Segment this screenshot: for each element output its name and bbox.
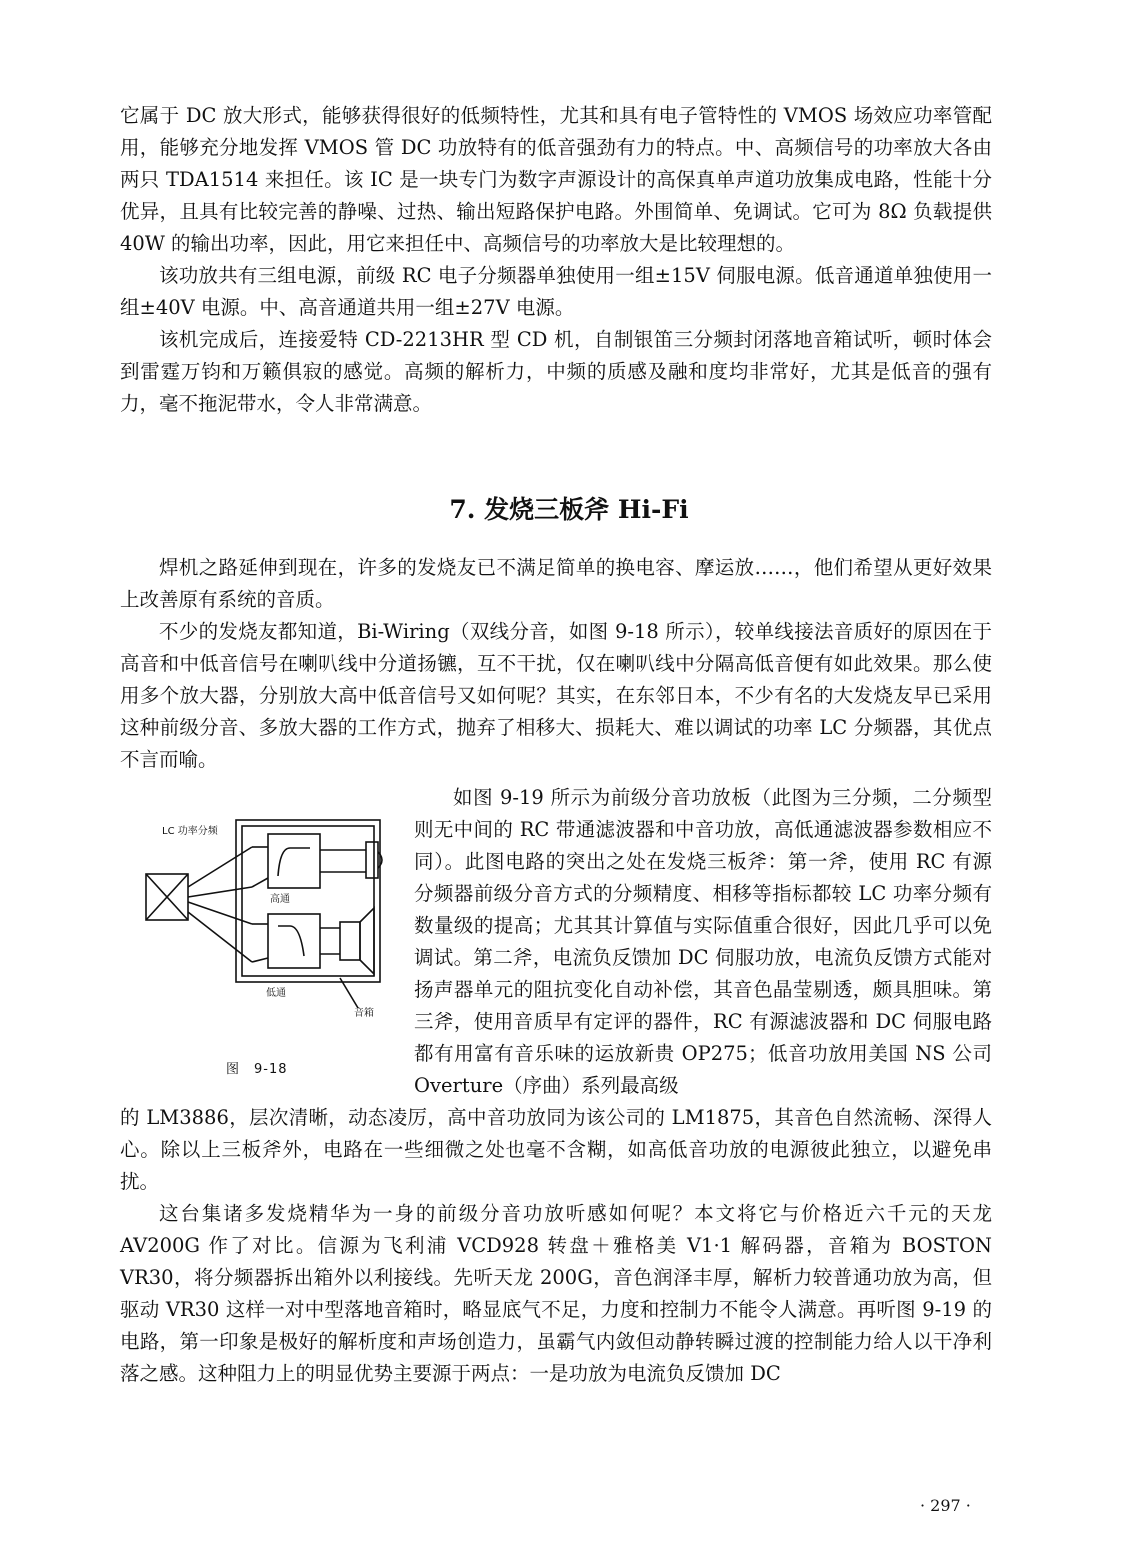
label-lc-crossover: LC 功率分频	[162, 826, 218, 837]
figure-9-18	[140, 812, 402, 1092]
page-number: · 297 ·	[920, 1496, 971, 1515]
paragraph-three-axes-continued: 的 LM3886，层次清晰，动态凌厉，高中音功放同为该公司的 LM1875，其音色自然流畅、深得人心。除以上三板斧外，电路在一些细微之处也毫不含糊，如高低音功放的电源彼此独立，以避免串扰。	[120, 1106, 992, 1193]
tweeter-icon	[366, 842, 378, 878]
low-pass-filter-box	[268, 914, 320, 968]
paragraph-three-axes: 如图 9-19 所示为前级分音功放板（此图为三分频，二分频型则无中间的 RC 带通滤波器和中音功放，高低通滤波器参数相应不同）。此图电路的突出之处在发烧三板斧：第一斧，使用 RC 有源分频器前级分音方式的分频精度、相移等指标都较 LC 功率分频有数量级的提高；尤其其计算值与实际值重合很好，因此几乎可以免调试。第二斧，电流负反馈加 DC 伺服功放，电流负反馈方式能对扬声器单元的阻抗变化自动补偿，其音色晶莹剔透，颇具胆味。第三斧，使用音质早有定评的器件，RC 有源滤波器和 DC 伺服电路都有用富有音乐味的运放新贵 OP275；低音功放用美国 NS 公司 Overture（序曲）系列最高级	[414, 786, 992, 1097]
figure-caption: 图 9-18	[226, 1062, 288, 1077]
paragraph-intro: 焊机之路延伸到现在，许多的发烧友已不满足简单的换电容、摩运放……，他们希望从更好效果上改善原有系统的音质。	[120, 556, 992, 611]
woofer-icon	[340, 922, 360, 960]
paragraph-continued: 它属于 DC 放大形式，能够获得很好的低频特性，尤其和具有电子管特性的 VMOS 场效应功率管配用，能够充分地发挥 VMOS 管 DC 功放特有的低音强劲有力的特点。中、高频信号的功率放大各由两只 TDA1514 来担任。该 IC 是一块专门为数字声源设计的高保真单声道功放集成电路，性能十分优异，且具有比较完善的静噪、过热、输出短路保护电路。外围简单、免调试。它可为 8Ω 负载提供 40W 的输出功率，因此，用它来担任中、高频信号的功率放大是比较理想的。	[120, 104, 992, 255]
section-text-block	[120, 552, 992, 776]
label-low-pass: 低通	[266, 988, 286, 999]
section-title: 7. 发烧三板斧 Hi-Fi	[449, 495, 689, 524]
top-text-block	[120, 100, 992, 420]
speaker-enclosure	[236, 820, 380, 982]
label-speaker-box: 音箱	[354, 1008, 374, 1019]
paragraph-power-supply: 该功放共有三组电源，前级 RC 电子分频器单独使用一组±15V 伺服电源。低音通道单独使用一组±40V 电源。中、高音通道共用一组±27V 电源。	[120, 264, 992, 319]
high-pass-filter-box	[268, 834, 320, 888]
paragraph-comparison: 这台集诸多发烧精华为一身的前级分音功放听感如何呢？本文将它与价格近六千元的天龙 AV200G 作了对比。信源为飞利浦 VCD928 转盘＋雅格美 V1·1 解码器，音箱为 BOSTON VR30，将分频器拆出箱外以利接线。先听天龙 200G，音色润泽丰厚，解析力较普通功放为高，但驱动 VR30 这样一对中型落地音箱时，略显底气不足，力度和控制力不能令人满意。再听图 9-19 的电路，第一印象是极好的解析度和声场创造力，虽霸气内敛但动静转瞬过渡的控制能力给人以干净利落之感。这种阻力上的明显优势主要源于两点：一是功放为电流负反馈加 DC	[120, 1202, 992, 1385]
figure-wrap-text	[414, 782, 992, 1102]
paragraph-bi-wiring: 不少的发烧友都知道，Bi-Wiring（双线分音，如图 9-18 所示），较单线接法音质好的原因在于高音和中低音信号在喇叭线中分道扬镳，互不干扰，仅在喇叭线中分隔高低音便有如此效果。那么使用多个放大器，分别放大高中低音信号又如何呢？其实，在东邻日本，不少有名的大发烧友早已采用这种前级分音、多放大器的工作方式，抛弃了相移大、损耗大、难以调试的功率 LC 分频器，其优点不言而喻。	[120, 620, 992, 771]
label-high-pass: 高通	[270, 894, 290, 905]
paragraph-listening-test: 该机完成后，连接爱特 CD-2213HR 型 CD 机，自制银笛三分频封闭落地音箱试听，顿时体会到雷霆万钧和万籁俱寂的感觉。高频的解析力，中频的质感及融和度均非常好，尤其是低音的强有力，毫不拖泥带水，令人非常满意。	[120, 328, 992, 415]
bottom-text-block	[120, 1102, 992, 1390]
